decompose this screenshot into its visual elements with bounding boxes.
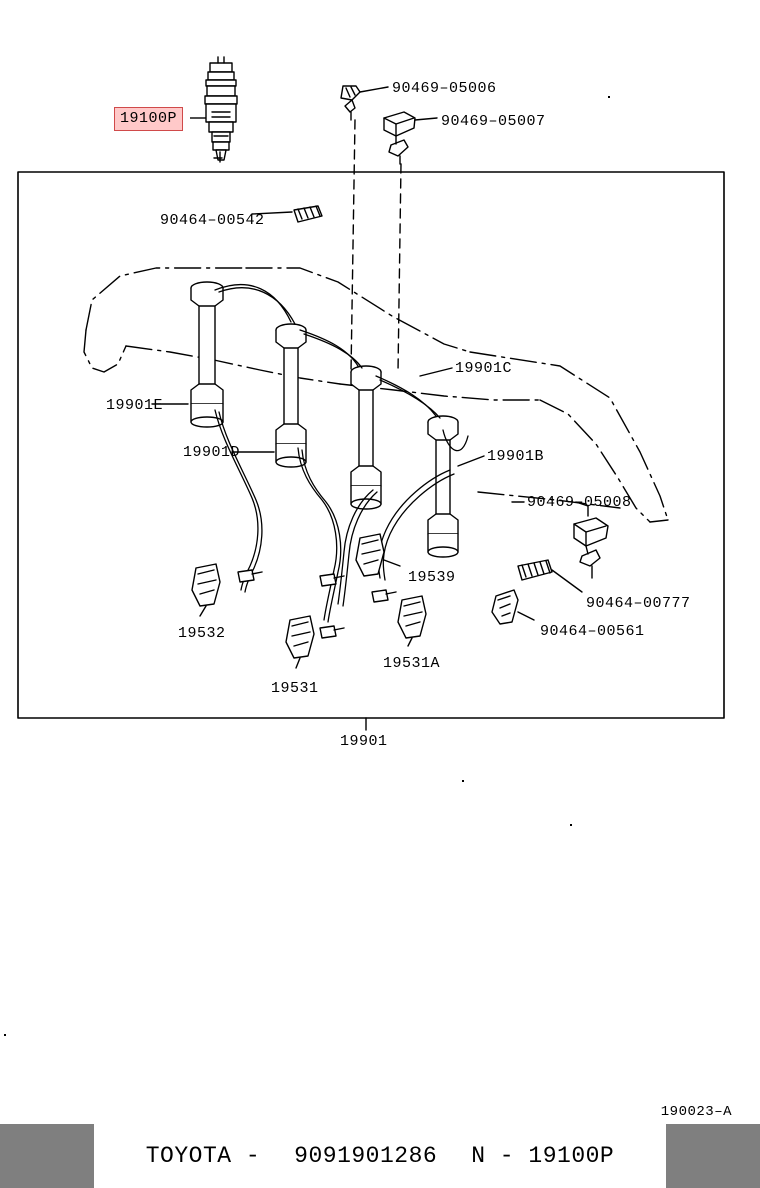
footer-part-info: [94, 1124, 666, 1188]
callout-19901b[interactable]: 19901B: [487, 448, 545, 465]
callout-90469-05008[interactable]: 90469–05008: [527, 494, 632, 511]
clip-19532-icon: [192, 564, 220, 616]
callout-19901c[interactable]: 19901C: [455, 360, 513, 377]
callout-19531a[interactable]: 19531A: [383, 655, 441, 672]
clip-90469-05008-icon: [574, 518, 608, 578]
print-speck: [570, 824, 572, 826]
plug-boot-3: [351, 366, 381, 509]
plug-boot-1: [191, 282, 223, 427]
callout-19531[interactable]: 19531: [271, 680, 319, 697]
callout-90464-00542[interactable]: 90464–00542: [160, 212, 265, 229]
clip-19539-icon: [356, 534, 384, 576]
callout-90469-05007[interactable]: 90469–05007: [441, 113, 546, 130]
clamp-90464-00777-icon: [518, 560, 552, 580]
print-speck: [4, 1034, 6, 1036]
spark-plug-icon: [205, 57, 237, 162]
clip-19531a-icon: [398, 596, 426, 646]
footer-part-number[interactable]: 9091901286: [294, 1143, 438, 1169]
clip-90469-05006-icon: [341, 86, 360, 120]
highlighted-part-label[interactable]: 19100P: [114, 107, 183, 131]
callout-19901e[interactable]: 19901E: [106, 397, 164, 414]
clamp-90464-00561-icon: [492, 590, 518, 624]
callout-19532[interactable]: 19532: [178, 625, 226, 642]
print-speck: [462, 780, 464, 782]
clip-19531-icon: [286, 616, 314, 668]
footer-brand: TOYOTA -: [145, 1143, 261, 1169]
callout-19539[interactable]: 19539: [408, 569, 456, 586]
clip-90469-05007-icon: [384, 112, 415, 164]
callout-19901-group[interactable]: 19901: [340, 733, 388, 750]
wire-terminals: [238, 570, 396, 638]
callout-19901d[interactable]: 19901D: [183, 444, 241, 461]
callout-90469-05006[interactable]: 90469–05006: [392, 80, 497, 97]
plug-boot-2: [276, 324, 306, 467]
callout-90464-00561[interactable]: 90464–00561: [540, 623, 645, 640]
print-speck: [608, 96, 610, 98]
callout-90464-00777[interactable]: 90464–00777: [586, 595, 691, 612]
clamp-90464-00542-icon: [294, 206, 322, 222]
drawing-code: 190023–A: [660, 1104, 732, 1120]
footer-reference[interactable]: N - 19100P: [471, 1143, 615, 1169]
